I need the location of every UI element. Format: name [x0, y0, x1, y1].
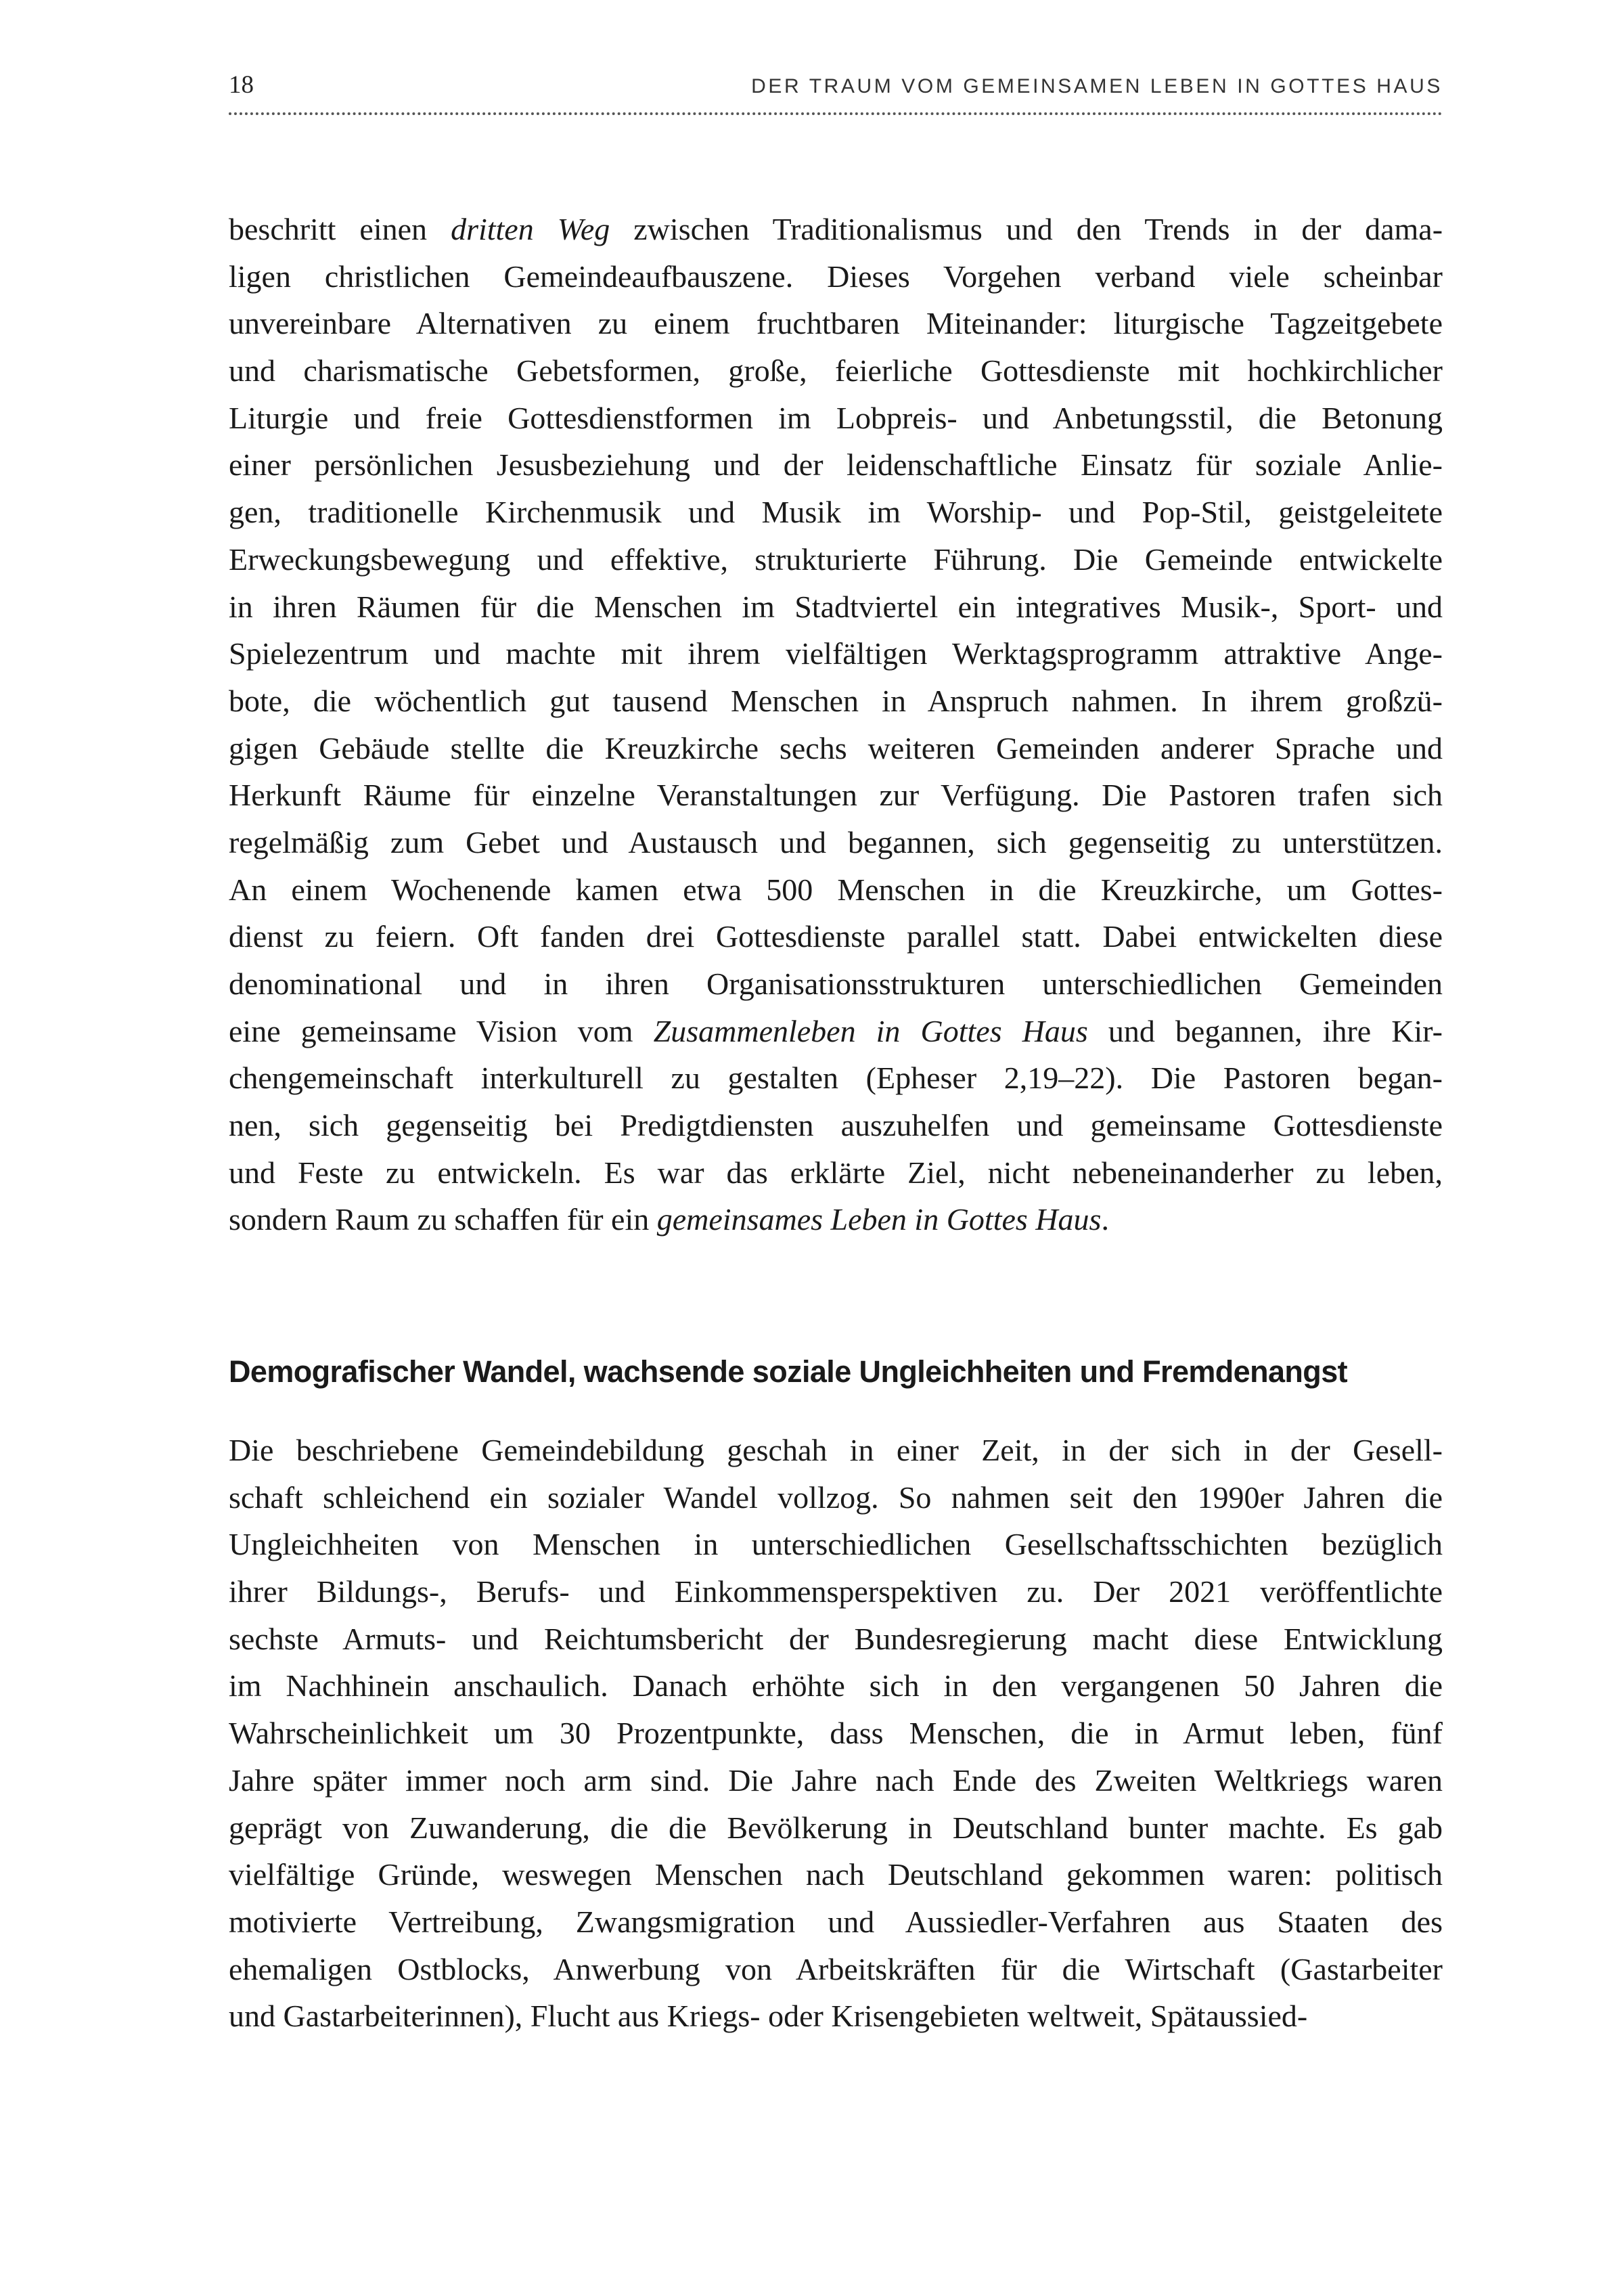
text-run: Herkunft Räume für einzelne Veranstaltungen zur Verfügung. Die Pastoren trafen sich [229, 778, 1443, 813]
text-run: und Gastarbeiterinnen), Flucht aus Kriegs- oder Krisengebieten weltweit, Spätaussied- [229, 1999, 1308, 2034]
text-run: Die beschriebene Gemeindebildung geschah in einer Zeit, in der sich in der Gesell- [229, 1433, 1443, 1467]
italic-phrase: Zusammenleben in Gottes Haus [653, 1013, 1088, 1048]
page-number: 18 [229, 71, 254, 99]
text-line [229, 819, 1443, 866]
text-run: und Feste zu entwickeln. Es war das erklärte Ziel, nicht nebeneinanderher zu leben, [229, 1155, 1443, 1190]
text-run: An einem Wochenende kamen etwa 500 Menschen in die Kreuzkirche, um Gottes- [229, 872, 1443, 907]
text-line [229, 866, 1443, 914]
text-line [229, 1616, 1443, 1663]
text-line [229, 772, 1443, 819]
text-run: Liturgie und freie Gottesdienstformen im Lobpreis- und Anbetungsstil, die Betonung [229, 400, 1443, 435]
text-run: vielfältige Gründe, weswegen Menschen nach Deutschland gekommen waren: politisch [229, 1857, 1443, 1892]
text-run: sechste Armuts- und Reichtumsbericht der Bundesregierung macht diese Entwicklung [229, 1621, 1443, 1656]
text-run: denominational und in ihren Organisationsstrukturen unterschiedlichen Gemeinden [229, 966, 1443, 1001]
text-run: geprägt von Zuwanderung, die die Bevölkerung in Deutschland bunter machte. Es gab [229, 1810, 1443, 1845]
text-run: im Nachhinein anschaulich. Danach erhöhte sich in den vergangenen 50 Jahren die [229, 1668, 1443, 1704]
text-line [229, 1662, 1443, 1710]
text-line [229, 1804, 1443, 1852]
text-line [229, 583, 1443, 631]
text-run: schaft schleichend ein sozialer Wandel vollzog. So nahmen seit den 1990er Jahren die [229, 1479, 1443, 1515]
italic-phrase: gemeinsames Leben in Gottes Haus [656, 1202, 1102, 1237]
text-line [229, 1568, 1443, 1616]
text-run: und charismatische Gebetsformen, große, feierliche Gottesdienste mit hochkirchlicher [229, 353, 1443, 388]
text-run: nen, sich gegenseitig bei Predigtdiensten auszuhelfen und gemeinsame Gottesdienste [229, 1108, 1443, 1143]
text-run: Wahrscheinlichkeit um 30 Prozentpunkte, dass Menschen, die in Armut leben, fünf [229, 1716, 1443, 1751]
text-run: zwischen Traditionalismus und den Trends in der dama- [610, 212, 1443, 246]
text-line [229, 206, 1443, 253]
paragraph-1 [229, 206, 1443, 1243]
text-line [229, 1993, 1443, 2040]
text-run: Erweckungsbewegung und effektive, strukturierte Führung. Die Gemeinde entwickelte [229, 541, 1443, 577]
text-run: sondern Raum zu schaffen für ein [229, 1202, 657, 1237]
text-line [229, 253, 1443, 300]
text-line [229, 1054, 1443, 1102]
paragraph-2 [229, 1427, 1443, 2040]
text-line [229, 725, 1443, 772]
text-line [229, 1008, 1443, 1055]
text-line [229, 1710, 1443, 1757]
text-run: gen, traditionelle Kirchenmusik und Musik im Worship- und Pop-Stil, geistgeleitete [229, 495, 1443, 530]
text-line [229, 347, 1443, 395]
text-line [229, 1521, 1443, 1568]
text-line [229, 441, 1443, 489]
text-run: bote, die wöchentlich gut tausend Menschen in Anspruch nahmen. In ihrem großzü- [229, 683, 1443, 718]
text-run: beschritt einen [229, 212, 451, 246]
text-line [229, 1427, 1443, 1474]
text-run: dienst zu feiern. Oft fanden drei Gottesdienste parallel statt. Dabei entwickelten diese [229, 919, 1443, 954]
text-line [229, 677, 1443, 725]
text-line [229, 1102, 1443, 1149]
italic-phrase: dritten Weg [451, 212, 610, 246]
text-run: ligen christlichen Gemeindeaufbauszene. Dieses Vorgehen verband viele scheinbar [229, 259, 1443, 294]
text-run: . [1101, 1202, 1109, 1237]
section-heading: Demografischer Wandel, wachsende soziale Ungleichheiten und Fremdenangst [229, 1354, 1348, 1389]
text-run: eine gemeinsame Vision vom [229, 1013, 654, 1048]
text-line [229, 960, 1443, 1008]
text-run: Ungleichheiten von Menschen in unterschiedlichen Gesellschaftsschichten bezüglich [229, 1527, 1443, 1562]
text-line [229, 1149, 1443, 1197]
text-line [229, 1898, 1443, 1946]
text-line [229, 1474, 1443, 1521]
text-line [229, 489, 1443, 536]
text-line [229, 1946, 1443, 1993]
text-line [229, 1196, 1443, 1243]
text-run: ihrer Bildungs-, Berufs- und Einkommensperspektiven zu. Der 2021 veröffentlichte [229, 1574, 1443, 1609]
text-run: einer persönlichen Jesusbeziehung und der leidenschaftliche Einsatz für soziale Anlie- [229, 447, 1443, 483]
text-line [229, 630, 1443, 677]
text-run: und begannen, ihre Kir- [1087, 1013, 1443, 1048]
text-run: Jahre später immer noch arm sind. Die Jahre nach Ende des Zweiten Weltkriegs waren [229, 1762, 1443, 1798]
text-run: chengemeinschaft interkulturell zu gestalten (Epheser 2,19–22). Die Pastoren began- [229, 1061, 1443, 1096]
running-title: DER TRAUM VOM GEMEINSAMEN LEBEN IN GOTTES HAUS [751, 75, 1443, 97]
text-run: gigen Gebäude stellte die Kreuzkirche sechs weiteren Gemeinden anderer Sprache und [229, 730, 1443, 765]
text-run: regelmäßig zum Gebet und Austausch und begannen, sich gegenseitig zu unterstützen. [229, 824, 1443, 860]
text-line [229, 536, 1443, 583]
text-line [229, 913, 1443, 960]
text-line [229, 1851, 1443, 1898]
text-run: ehemaligen Ostblocks, Anwerbung von Arbeitskräften für die Wirtschaft (Gastarbeiter [229, 1951, 1443, 1986]
header-dotted-rule [229, 112, 1443, 115]
running-header [229, 68, 1443, 108]
text-run: Spielezentrum und machte mit ihrem vielfältigen Werktagsprogramm attraktive Ange- [229, 636, 1443, 671]
text-line [229, 1757, 1443, 1804]
text-run: motivierte Vertreibung, Zwangsmigration und Aussiedler-Verfahren aus Staaten des [229, 1904, 1443, 1939]
text-line [229, 300, 1443, 347]
text-run: in ihren Räumen für die Menschen im Stadtviertel ein integratives Musik-, Sport- und [229, 589, 1443, 624]
text-line [229, 395, 1443, 442]
text-run: unvereinbare Alternativen zu einem fruchtbaren Miteinander: liturgische Tagzeitgebete [229, 306, 1443, 341]
